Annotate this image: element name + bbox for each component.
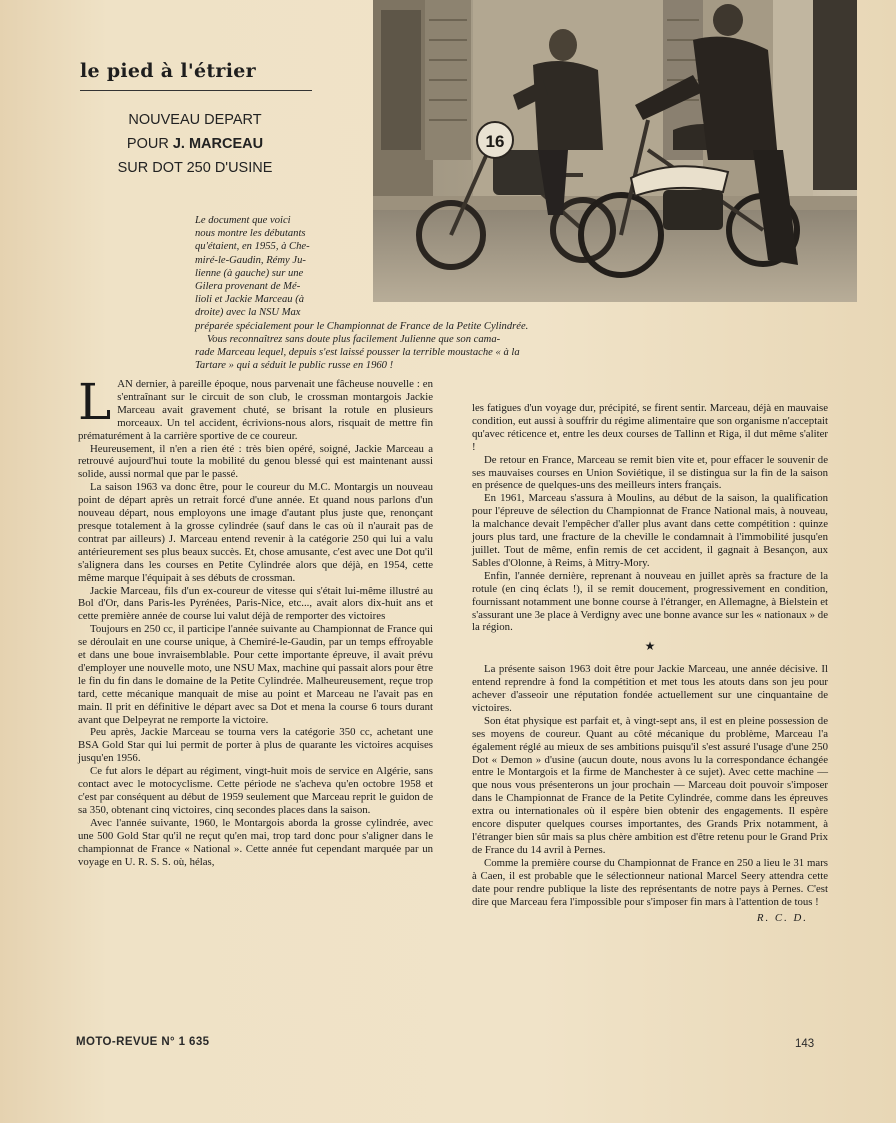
photo-caption (195, 214, 690, 372)
article-column-left (78, 373, 433, 868)
section-title: le pied à l'étrier (80, 60, 256, 82)
magazine-issue-footer: MOTO-REVUE N° 1 635 (76, 1036, 210, 1048)
caption-line: miré-le-Gaudin, Rémy Ju- (195, 254, 306, 266)
paragraph-text: AN dernier, à pareille époque, nous parvenait une fâcheuse nouvelle : en s'entraînant sur le circuit de son club, le crossman montargois Jackie Marceau avait gravement chuté, se brisant la rotule en plusieurs morceaux. Un tel accident, écrivions-nous alors, risquait de mettre fin prématurément à la carrière sportive de ce coureur. (78, 378, 433, 442)
race-number-plate: 16 (485, 132, 505, 151)
headline-line-3: SUR DOT 250 D'USINE (117, 160, 273, 176)
article-column-right (472, 402, 828, 925)
article-paragraph: Jackie Marceau, fils d'un ex-coureur de vitesse qui s'était lui-même illustré au Bol d'Or, dans Paris-les Pyrénées, Paris-Nice, etc..., avait alors dix-huit ans et cette première année de course lui valut déjà de remporter des victoires (78, 584, 433, 623)
article-paragraph (78, 373, 433, 443)
article-paragraph: Heureusement, il n'en a rien été : très bien opéré, soigné, Jackie Marceau a retrouvé aujourd'hui toute la mobilité du genou blessé qui est maintenant aussi solide, aussi normal que par le passé. (78, 442, 433, 481)
article-paragraph: Peu après, Jackie Marceau se tourna vers la catégorie 350 cc, achetant une BSA Gold Star qui lui permit de porter à plus de quarante les victoires acquises jusqu'en 1956. (78, 726, 433, 765)
caption-line: Vous reconnaîtrez sans doute plus facilement Julienne que son cama- (207, 333, 501, 345)
article-paragraph: En 1961, Marceau s'assura à Moulins, au début de la saison, la qualification pour l'épreuve de sélection du Championnat de France National mais, à nouveau, la malchance devait l'empêcher d'aller plus avant dans cette compétition : quinze jours plus tard, une fracture de la cheville le condamnait à l'immobilité jusqu'en juillet. Tout de même, enfin remis de cet accident, il gagnait à Besançon, aux Sables d'Olonne, à Reims, à Mitry-Mory. (472, 492, 828, 569)
author-signature: R. C. D. (756, 912, 808, 925)
caption-line: Tartare » qui a séduit le public russe en 1960 ! (195, 360, 394, 372)
drop-cap: L (78, 373, 112, 431)
caption-line: Le document que voici (195, 215, 291, 226)
article-paragraph: Enfin, l'année dernière, reprenant à nouveau en juillet après sa fracture de la rotule (en cinq éclats !), il se remit doucement, progressivement en condition, fournissant notamment une bonne course à l'étranger, en Allemagne, à Bielstein et s'assurant une 3e place à Verdigny avec une bonne avance sur les « nationaux » de la région. (472, 569, 828, 634)
article-headline (90, 108, 300, 180)
headline-line-2-prefix: POUR (126, 136, 173, 152)
caption-line: droite) avec la NSU Max (195, 307, 301, 319)
article-paragraph: les fatigues d'un voyage dur, précipité, se firent sentir. Marceau, déjà en mauvaise condition, eut aussi à souffrir du régime alimentaire que son organisme n'acceptait qu'avec réticence et, entre les deux courses de Tallinn et Riga, il dut même s'aliter ! (472, 402, 828, 453)
headline-rider-name: J. MARCEAU (172, 136, 264, 152)
article-paragraph: De retour en France, Marceau se remit bien vite et, pour effacer le souvenir de ses mauvaises courses en Union Soviétique, il se distingua sur la fin de la saison en présence de quelques-uns des meilleurs inters français. (472, 453, 828, 492)
caption-line: Gilera provenant de Mé- (195, 281, 301, 293)
caption-line: préparée spécialement pour le Championnat de France de la Petite Cylindrée. (195, 320, 529, 332)
article-paragraph: La présente saison 1963 doit être pour Jackie Marceau, une année décisive. Il entend reprendre à fond la compétition et met tous les atouts dans son jeu pour achever d'asseoir une réputation fondée actuellement sur une cinquantaine de victoires. (472, 663, 828, 714)
article-paragraph: Son état physique est parfait et, à vingt-sept ans, il est en pleine possession de ses moyens de coureur. Quant au côté mécanique du problème, Marceau l'a également réglé au mieux de ses ambitions puisqu'il s'est assuré l'usage d'une 250 Dot « Demon » d'usine (aucun doute, nous avons lu la correspondance échangée entre le Montargois et la firme de Manchester à ce sujet). Avec cette machine — que nous vous présenterons un jour prochain — Marceau doit pouvoir s'imposer dans le Championnat de France de la Petite Cylindrée, comme dans les épreuves extra ou internationales où il espère bien obtenir des engagements. Il espère encore disputer quelques courses importantes, des Grands Prix notamment, à l'étranger bien sûr mais sa plus chère ambition est d'être retenu pour le Grand Prix de France du 14 avril à Pernes. (472, 714, 828, 856)
title-rule (80, 90, 312, 91)
headline-line-2 (90, 132, 300, 156)
article-paragraph: Avec l'année suivante, 1960, le Montargois aborda la grosse cylindrée, avec une 500 Gold Star qu'il ne reçut qu'en mai, trop tard donc pour s'aligner dans le championnat de France « National ». Cette année fut cependant marquée par un voyage en U. R. S. S. où, hélas, (78, 816, 433, 868)
caption-line: nous montre les débutants (195, 228, 306, 240)
caption-narrow-block (195, 214, 355, 320)
article-paragraph: Toujours en 250 cc, il participe l'année suivante au Championnat de France qui se déroulait en une course unique, à Chemiré-le-Gaudin, par un temps effroyable et dans une boue invraisemblable. Pour cette importante épreuve, il avait prévu d'employer une nouvelle moto, une NSU Max, machine qui passait alors pour être le fin du fin dans le domaine de la Petite Cylindrée. Malheureusement, reçue trop tard, cette mécanique manquait de mise au point et Marceau ne l'avait pas en main. Il prit en définitive le départ avec sa Dot et mena la course 6 tours durant avant que Delpeyrat ne remporte la victoire. (78, 623, 433, 726)
caption-line: rade Marceau lequel, depuis s'est laissé pousser la terrible moustache « à la (195, 347, 520, 359)
caption-line: lienne (à gauche) sur une (195, 267, 304, 279)
article-paragraph: Comme la première course du Championnat de France en 250 a lieu le 31 mars à Caen, il est probable que le sélectionneur national Marcel Seery attendra cette date pour rendre publique la liste des représentants de notre pays à Pernes. C'est dire que Marceau fera l'impossible pour s'imposer fin mars à l'attention de tous ! (472, 856, 828, 908)
article-paragraph: Ce fut alors le départ au régiment, vingt-huit mois de service en Algérie, sans contact avec le motocyclisme. Cette période ne s'acheva qu'en octobre 1958 et c'est par conséquent au début de 1959 seulement que Marceau reprit le guidon de sa 350, obtenant cinq victoires, cinq secondes places dans la saison. (78, 765, 433, 816)
caption-line: qu'étaient, en 1955, à Che- (195, 241, 310, 253)
article-paragraph: La saison 1963 va donc être, pour le coureur du M.C. Montargis un nouveau point de départ après un retrait forcé d'une année. Et quand nous parlons d'un nouveau départ, nous employons une image d'autant plus juste que, renonçant presque totalement à la grosse cylindrée (sauf dans le cas où il n'aurait pas de contrat par ailleurs) J. Marceau entend revenir à la catégorie 250 qui lui a valu antérieurement ses plus beaux succès. Et, chose amusante, c'est avec une Dot qu'il s'alignera dans les courses en Petite Cylindrée alors que déjà, en 1954, cette même marque l'équipait à ses débuts de crossman. (78, 481, 433, 584)
page-number: 143 (795, 1038, 815, 1050)
caption-line: lioli et Jackie Marceau (à (195, 294, 305, 306)
headline-line-1: NOUVEAU DEPART (128, 112, 262, 128)
section-separator-star: ★ (644, 639, 656, 654)
